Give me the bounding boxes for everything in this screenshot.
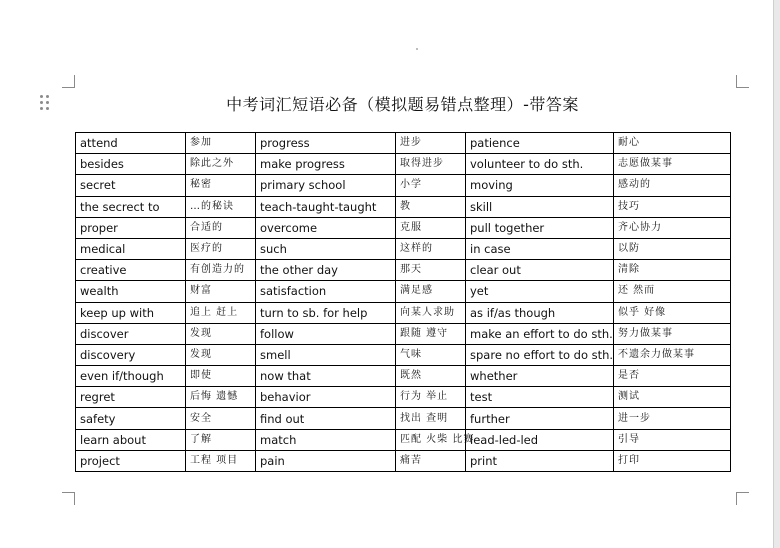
table-row (76, 387, 731, 408)
english-term-cell[interactable]: make progress (256, 154, 396, 175)
chinese-meaning-cell[interactable]: 志愿做某事 (614, 154, 731, 175)
english-term-cell[interactable]: now that (256, 366, 396, 387)
chinese-meaning-cell[interactable]: 取得进步 (396, 154, 466, 175)
chinese-meaning-cell[interactable]: 既然 (396, 366, 466, 387)
chinese-meaning-cell[interactable]: 安全 (186, 408, 256, 429)
chinese-meaning-cell[interactable]: 满足感 (396, 281, 466, 302)
chinese-meaning-cell[interactable]: 进步 (396, 133, 466, 154)
chinese-meaning-cell[interactable]: 合适的 (186, 217, 256, 238)
chinese-meaning-cell[interactable]: 医疗的 (186, 238, 256, 259)
english-term-cell[interactable]: print (466, 450, 614, 471)
english-term-cell[interactable]: further (466, 408, 614, 429)
document-title: 中考词汇短语必备（模拟题易错点整理）-带答案 (226, 95, 579, 114)
chinese-meaning-cell[interactable]: 即使 (186, 366, 256, 387)
chinese-meaning-cell[interactable]: 小学 (396, 175, 466, 196)
english-term-cell[interactable]: the other day (256, 260, 396, 281)
chinese-meaning-cell[interactable]: 痛苦 (396, 450, 466, 471)
chinese-meaning-cell[interactable]: 测试 (614, 387, 731, 408)
english-term-cell[interactable]: skill (466, 196, 614, 217)
chinese-meaning-cell[interactable]: 气味 (396, 344, 466, 365)
table-row (76, 175, 731, 196)
english-term-cell[interactable]: keep up with (76, 302, 186, 323)
table-row (76, 133, 731, 154)
chinese-meaning-cell[interactable]: 是否 (614, 366, 731, 387)
english-term-cell[interactable]: volunteer to do sth. (466, 154, 614, 175)
english-term-cell[interactable]: clear out (466, 260, 614, 281)
margin-corner-bottom-right (736, 492, 749, 505)
chinese-meaning-cell[interactable]: 技巧 (614, 196, 731, 217)
chinese-meaning-cell[interactable]: 引导 (614, 429, 731, 450)
chinese-meaning-cell[interactable]: 以防 (614, 238, 731, 259)
table-row (76, 408, 731, 429)
chinese-meaning-cell[interactable]: 参加 (186, 133, 256, 154)
chinese-meaning-cell[interactable]: 后悔 遗憾 (186, 387, 256, 408)
english-term-cell[interactable]: smell (256, 344, 396, 365)
chinese-meaning-cell[interactable]: 追上 赶上 (186, 302, 256, 323)
english-term-cell[interactable]: yet (466, 281, 614, 302)
margin-corner-bottom-left (62, 492, 75, 505)
chinese-meaning-cell[interactable]: 跟随 遵守 (396, 323, 466, 344)
english-term-cell[interactable]: find out (256, 408, 396, 429)
chinese-meaning-cell[interactable]: 克服 (396, 217, 466, 238)
chinese-meaning-cell[interactable]: 找出 查明 (396, 408, 466, 429)
english-term-cell[interactable]: match (256, 429, 396, 450)
english-term-cell[interactable]: attend (76, 133, 186, 154)
chinese-meaning-cell[interactable]: 发现 (186, 323, 256, 344)
english-term-cell[interactable]: lead-led-led (466, 429, 614, 450)
margin-corner-top-left (62, 75, 75, 88)
english-term-cell[interactable]: satisfaction (256, 281, 396, 302)
chinese-meaning-cell[interactable]: 耐心 (614, 133, 731, 154)
english-term-cell[interactable]: turn to sb. for help (256, 302, 396, 323)
table-row (76, 323, 731, 344)
english-term-cell[interactable]: follow (256, 323, 396, 344)
english-term-cell[interactable]: learn about (76, 429, 186, 450)
scrollbar[interactable] (773, 0, 780, 548)
english-term-cell[interactable]: primary school (256, 175, 396, 196)
chinese-meaning-cell[interactable]: 了解 (186, 429, 256, 450)
chinese-meaning-cell[interactable]: 向某人求助 (396, 302, 466, 323)
english-term-cell[interactable]: in case (466, 238, 614, 259)
cursor-mark (416, 48, 418, 50)
english-term-cell[interactable]: secret (76, 175, 186, 196)
english-term-cell[interactable]: wealth (76, 281, 186, 302)
chinese-meaning-cell[interactable]: 感动的 (614, 175, 731, 196)
chinese-meaning-cell[interactable]: 除此之外 (186, 154, 256, 175)
english-term-cell[interactable]: besides (76, 154, 186, 175)
chinese-meaning-cell[interactable]: 那天 (396, 260, 466, 281)
english-term-cell[interactable]: the secrect to (76, 196, 186, 217)
english-term-cell[interactable]: safety (76, 408, 186, 429)
english-term-cell[interactable]: behavior (256, 387, 396, 408)
english-term-cell[interactable]: discovery (76, 344, 186, 365)
english-term-cell[interactable]: creative (76, 260, 186, 281)
table-row (76, 260, 731, 281)
english-term-cell[interactable]: regret (76, 387, 186, 408)
english-term-cell[interactable]: overcome (256, 217, 396, 238)
chinese-meaning-cell[interactable]: 努力做某事 (614, 323, 731, 344)
english-term-cell[interactable]: proper (76, 217, 186, 238)
chinese-meaning-cell[interactable]: 不遗余力做某事 (614, 344, 731, 365)
table-row (76, 429, 731, 450)
table-row (76, 450, 731, 471)
table-row (76, 238, 731, 259)
table-row (76, 302, 731, 323)
chinese-meaning-cell[interactable]: 行为 举止 (396, 387, 466, 408)
english-term-cell[interactable]: such (256, 238, 396, 259)
english-term-cell[interactable]: whether (466, 366, 614, 387)
english-term-cell[interactable]: test (466, 387, 614, 408)
english-term-cell[interactable]: make an effort to do sth. (466, 323, 614, 344)
english-term-cell[interactable]: pull together (466, 217, 614, 238)
chinese-meaning-cell[interactable]: 清除 (614, 260, 731, 281)
english-term-cell[interactable]: spare no effort to do sth. (466, 344, 614, 365)
chinese-meaning-cell[interactable]: 还 然而 (614, 281, 731, 302)
english-term-cell[interactable]: medical (76, 238, 186, 259)
chinese-meaning-cell[interactable]: 发现 (186, 344, 256, 365)
table-row (76, 196, 731, 217)
english-term-cell[interactable]: project (76, 450, 186, 471)
chinese-meaning-cell[interactable]: 进一步 (614, 408, 731, 429)
table-row (76, 217, 731, 238)
english-term-cell[interactable]: as if/as though (466, 302, 614, 323)
chinese-meaning-cell[interactable]: …的秘诀 (186, 196, 256, 217)
chinese-meaning-cell[interactable]: 打印 (614, 450, 731, 471)
chinese-meaning-cell[interactable]: 有创造力的 (186, 260, 256, 281)
english-term-cell[interactable]: pain (256, 450, 396, 471)
chinese-meaning-cell[interactable]: 似乎 好像 (614, 302, 731, 323)
table-row (76, 344, 731, 365)
english-term-cell[interactable]: even if/though (76, 366, 186, 387)
table-row (76, 281, 731, 302)
chinese-meaning-cell[interactable]: 工程 项目 (186, 450, 256, 471)
english-term-cell[interactable]: discover (76, 323, 186, 344)
chinese-meaning-cell[interactable]: 财富 (186, 281, 256, 302)
drag-handle-icon[interactable] (40, 95, 50, 111)
chinese-meaning-cell[interactable]: 教 (396, 196, 466, 217)
english-term-cell[interactable]: moving (466, 175, 614, 196)
table-row (76, 366, 731, 387)
vocabulary-table (75, 132, 731, 472)
chinese-meaning-cell[interactable]: 齐心协力 (614, 217, 731, 238)
margin-corner-top-right (736, 75, 749, 88)
chinese-meaning-cell[interactable]: 秘密 (186, 175, 256, 196)
chinese-meaning-cell[interactable]: 匹配 火柴 比赛 (396, 429, 466, 450)
table-row (76, 154, 731, 175)
english-term-cell[interactable]: teach-taught-taught (256, 196, 396, 217)
english-term-cell[interactable]: progress (256, 133, 396, 154)
english-term-cell[interactable]: patience (466, 133, 614, 154)
chinese-meaning-cell[interactable]: 这样的 (396, 238, 466, 259)
